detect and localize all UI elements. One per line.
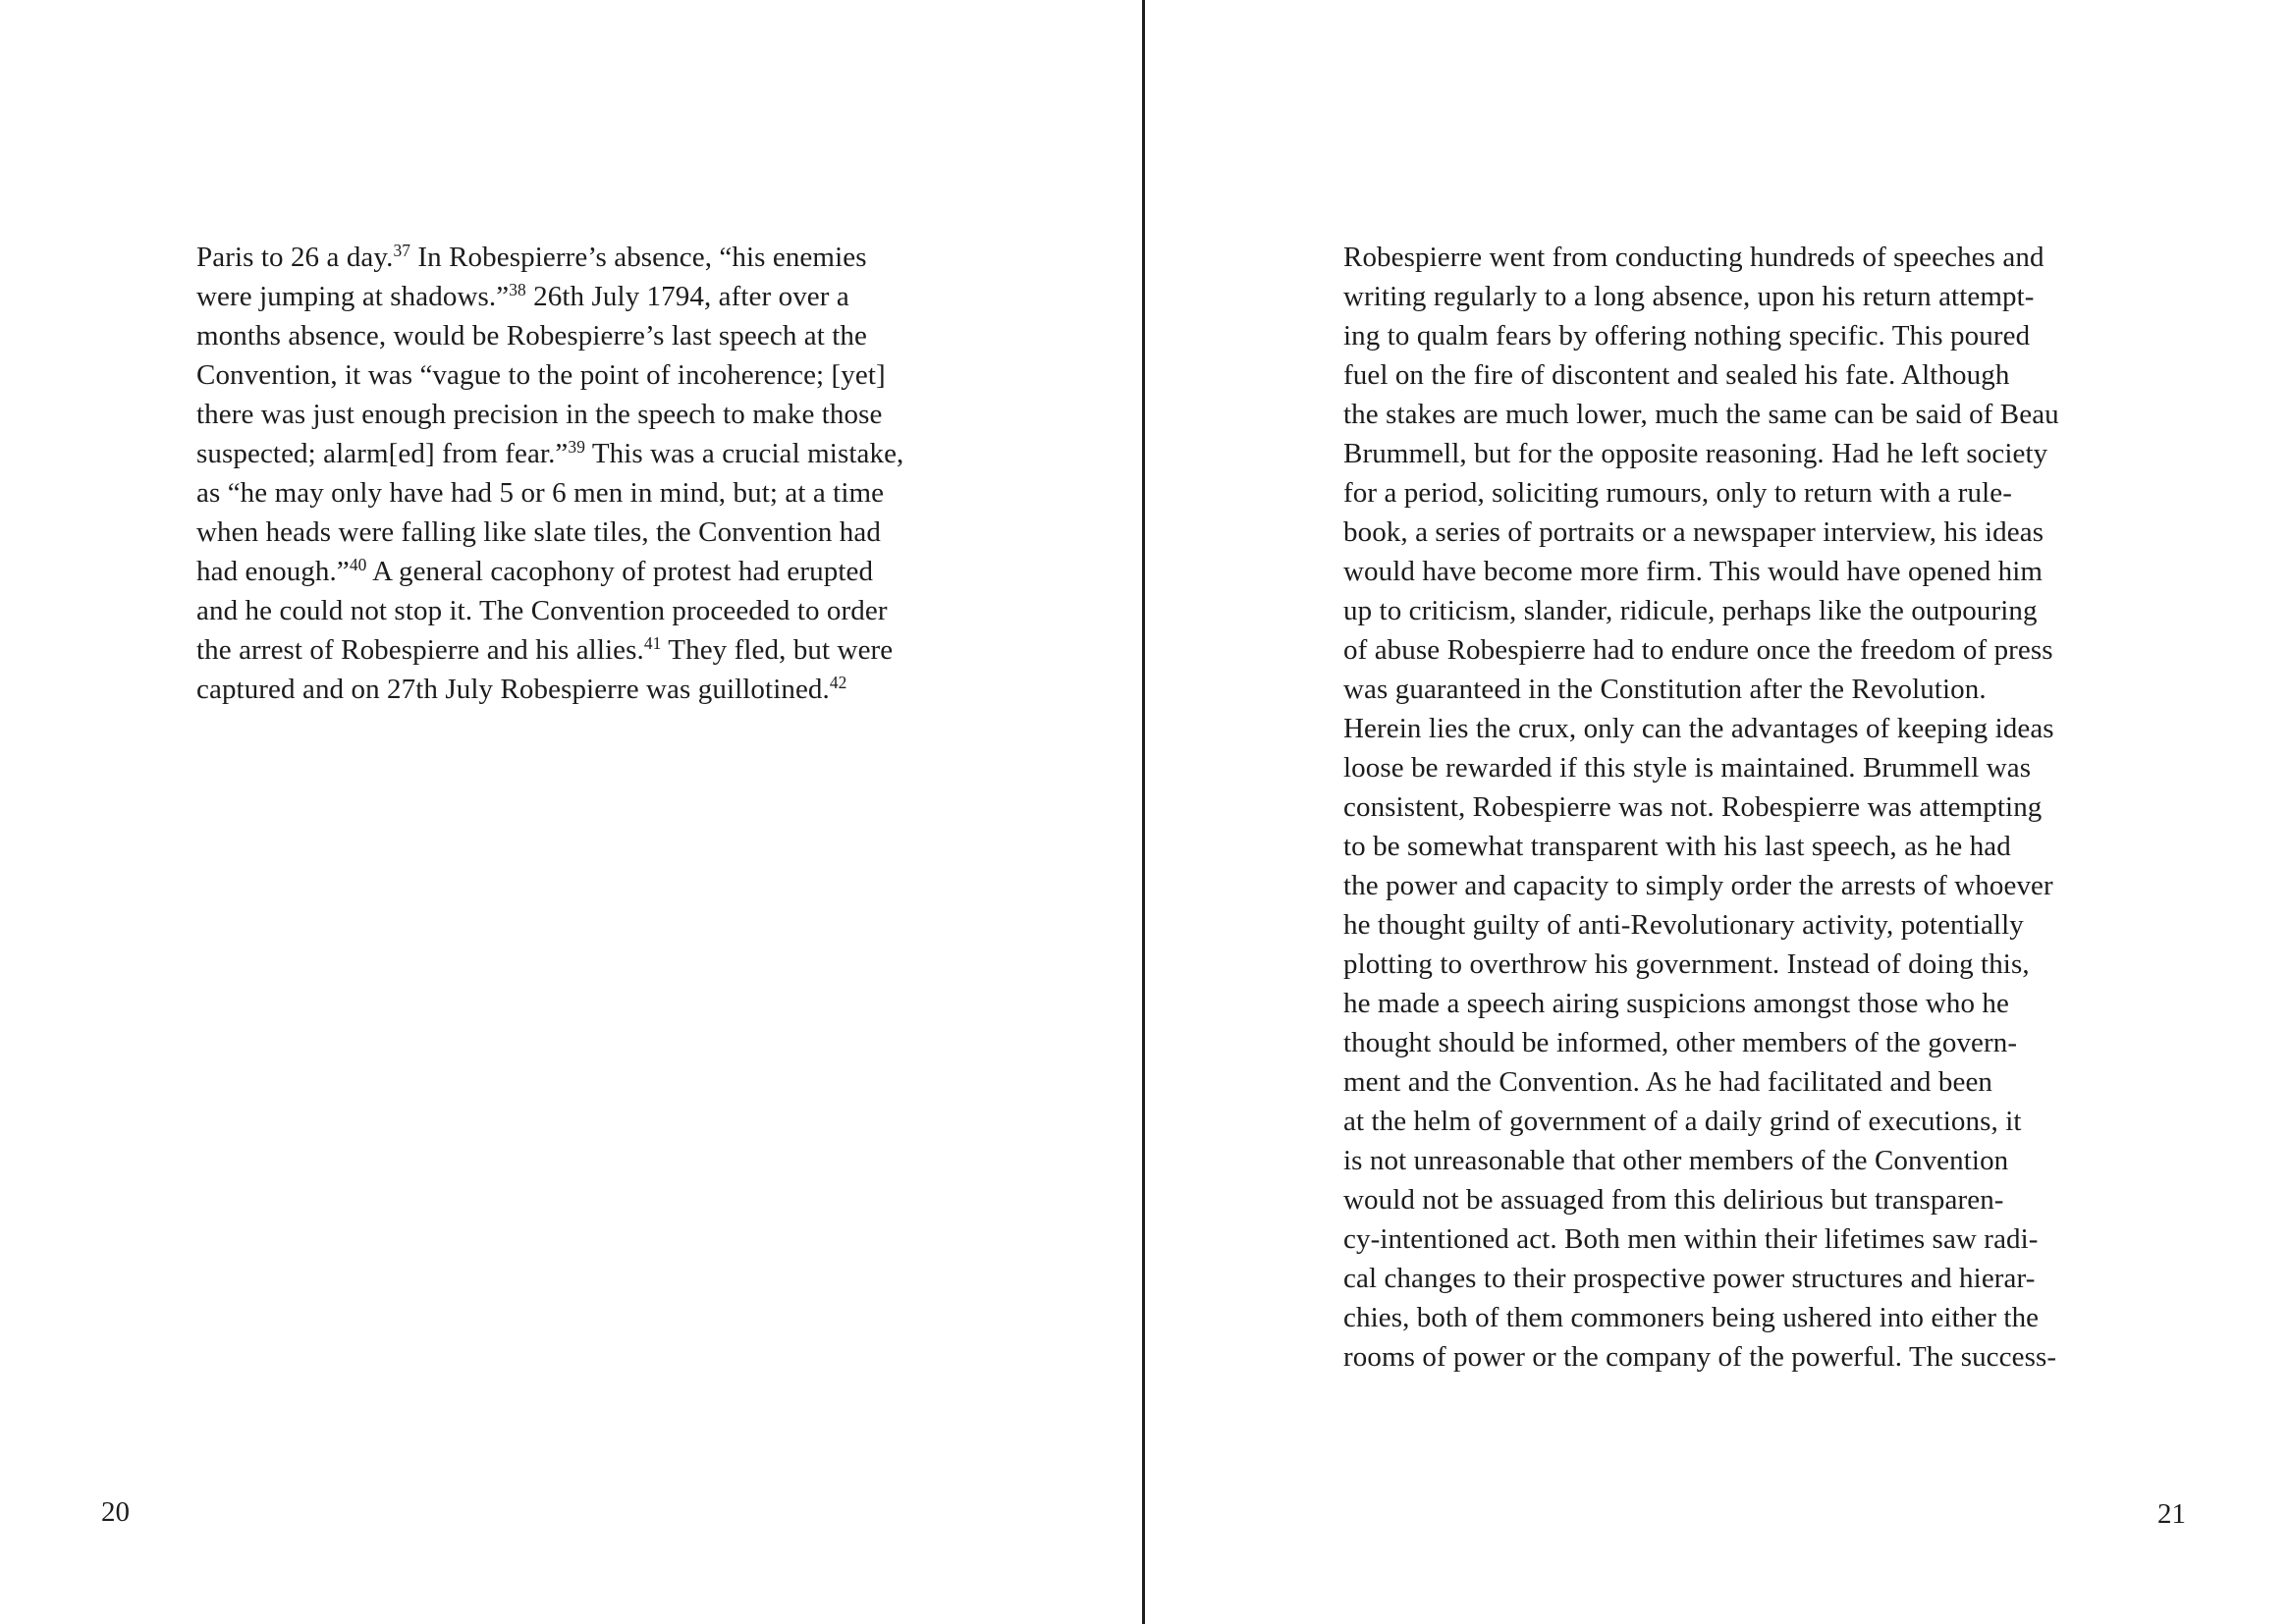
page-right xyxy=(1145,0,2289,1624)
page-number-right: 21 xyxy=(2157,1498,2186,1530)
left-page-paragraph: Paris to 26 a day.$^{37}$ In Robespierre’s absence, “his enemies were jumping at shadows.”$^{38}$ 26th July 1794, after over a months absence, would be Robespierre’s last speech at the Convention, it was “vague to the point of incoherence; [yet] there was just enough precision in the speech to make those suspected; alarm[ed] from fear.”$^{39}$ This was a crucial mistake, as “he may only have had 5 or 6 men in mind, but; at a time when heads were falling like slate tiles, the Convention had had enough.”$^{40}$ A general cacophony of protest had erupted and he could not stop it. The Convention proceeded to order the arrest of Robespierre and his allies.$^{41}$ They fled, but were captured and on 27th July Robespierre was guillotined.$^{42}$ xyxy=(196,241,904,705)
page-number-left: 20 xyxy=(101,1496,130,1528)
right-page-paragraph: Robespierre went from conducting hundreds of speeches and writing regularly to a long absence, upon his return attempt- ing to qualm fears by offering nothing specific. This poured fuel on the fire of discontent and sealed his fate. Although the stakes are much lower, much the same can be said of Beau Brummell, but for the opposite reasoning. Had he left society for a period, soliciting rumours, only to return with a rule- book, a series of portraits or a newspaper interview, his ideas would have become more firm. This would have opened him up to criticism, slander, ridicule, perhaps like the outpouring of abuse Robespierre had to endure once the freedom of press was guaranteed in the Constitution after the Revolution. Herein lies the crux, only can the advantages of keeping ideas loose be rewarded if this style is maintained. Brummell was consistent, Robespierre was not. Robespierre was attempting to be somewhat transparent with his last speech, as he had the power and capacity to simply order the arrests of whoever he thought guilty of anti-Revolutionary activity, potentially plotting to overthrow his government. Instead of doing this, he made a speech airing suspicions amongst those who he thought should be informed, other members of the govern- ment and the Convention. As he had facilitated and been at the helm of government of a daily grind of executions, it is not unreasonable that other members of the Convention would not be assuaged from this delirious but transparen- cy-intentioned act. Both men within their lifetimes saw radi- cal changes to their prospective power structures and hierar- chies, both of them commoners being ushered into either the rooms of power or the company of the powerful. The success- xyxy=(1343,242,2059,1373)
page-left xyxy=(0,0,1142,1624)
